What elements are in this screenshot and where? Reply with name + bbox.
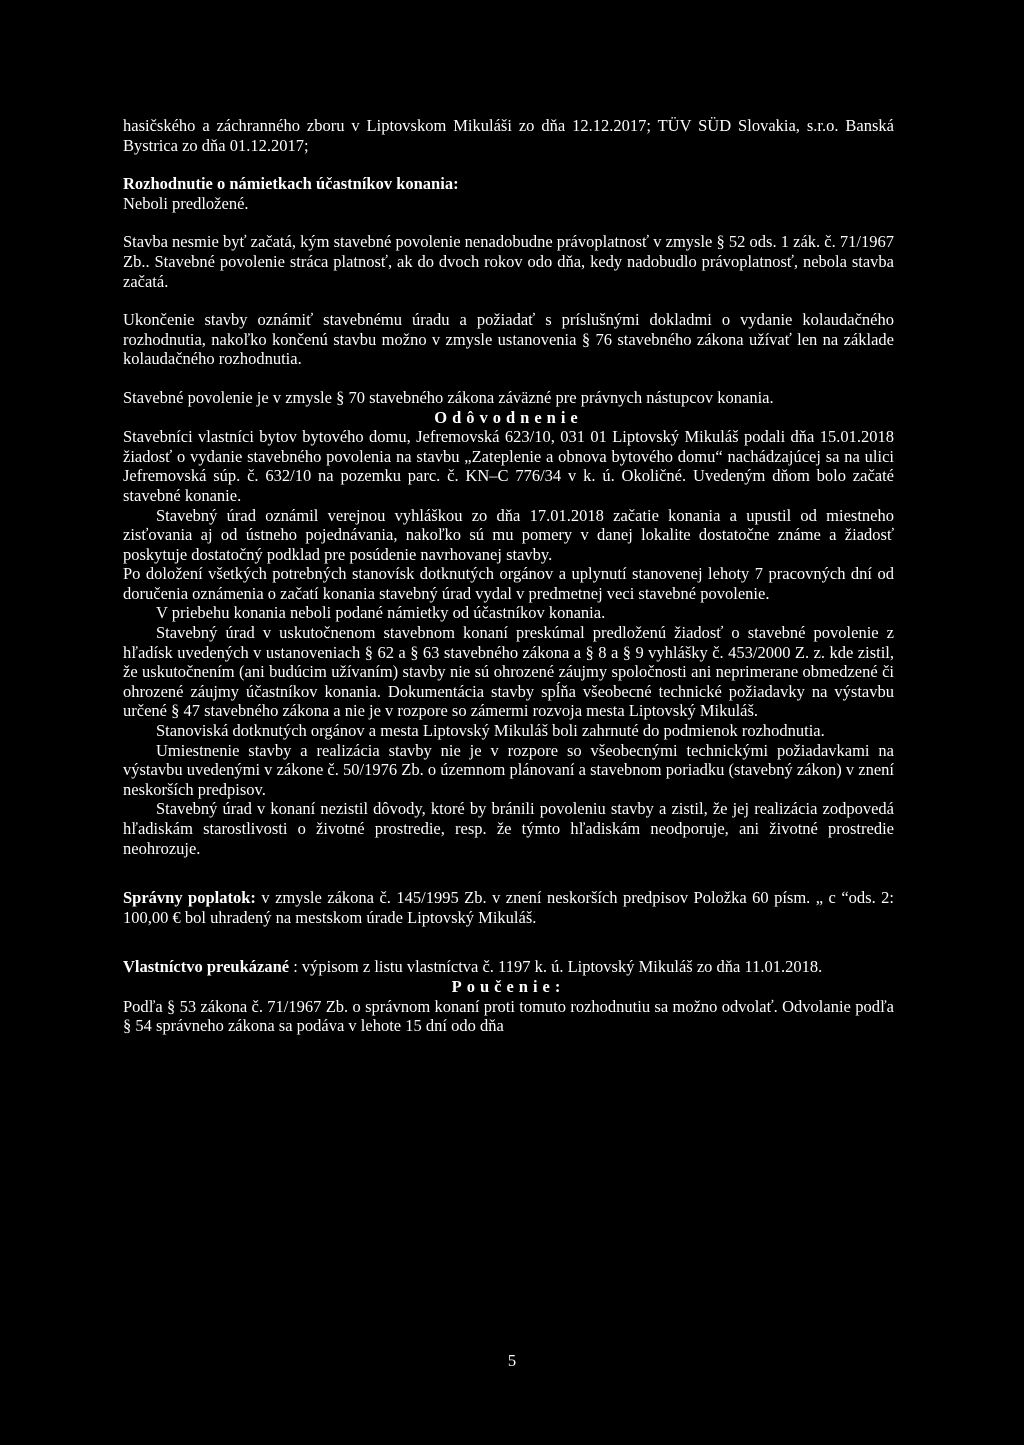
binding-paragraph: Stavebné povolenie je v zmysle § 70 stavebného zákona záväzné pre právnych nástupcov konania. [123,387,774,407]
ownership-label: Vlastníctvo preukázané [123,957,290,977]
ownership-text: : výpisom z listu vlastníctva č. 1197 k. ú. Liptovský Mikuláš zo dňa 11.01.2018. [289,957,823,977]
fee-text: v zmysle zákona č. 145/1995 Zb. v znení neskorších predpisov Položka 60 písm. „ c “ods. 2: 100,00 € bol uhradený na mestskom úrade Liptovský Mikuláš. [123,888,894,927]
document-page [123,116,894,1036]
fee-paragraph [123,888,894,927]
justification-heading: Odôvodnenie [434,407,583,427]
objections-heading: Rozhodnutie o námietkach účastníkov konania: [123,174,459,194]
justification-paragraph-1: Stavebníci vlastníci bytov bytového domu, Jefremovská 623/10, 031 01 Liptovský Mikuláš podali dňa 15.01.2018 žiadosť o vydanie stavebného povolenia na stavbu „Zateplenie a obnova bytového domu“ nachádzajúcej sa na ulici Jefremovská súp. č. 632/10 na pozemku parc. č. KN–C 776/34 v k. ú. Okoličné. Uvedeným dňom bolo začaté stavebné konanie. [123,427,894,505]
fee-label: Správny poplatok: [123,888,256,908]
start-condition-paragraph: Stavba nesmie byť začatá, kým stavebné povolenie nenadobudne právoplatnosť v zmysle § 52 ods. 1 zák. č. 71/1967 Zb.. Stavebné povolenie stráca platnosť, ak do dvoch rokov odo dňa, kedy nadobudlo právoplatnosť, nebola stavba začatá. [123,232,894,291]
justification-paragraph-3: Po doložení všetkých potrebných stanovísk dotknutých orgánov a uplynutí stanovenej lehoty 7 pracovných dní od doručenia oznámenia o začatí konania stavebný úrad vydal v predmetnej veci stavebné povolenie. [123,564,894,603]
instruction-heading: Poučenie: [451,976,566,996]
justification-paragraph-5: Stavebný úrad v uskutočnenom stavebnom konaní preskúmal predloženú žiadosť o stavebné povolenie z hľadísk uvedených v ustanoveniach § 62 a § 63 stavebného zákona a § 8 a § 9 vyhlášky č. 453/2000 Z. z. kde zistil, že uskutočnením (ani budúcim užívaním) stavby nie sú ohrozené záujmy spoločnosti ani neprimerane obmedzené či ohrozené záujmy účastníkov konania. Dokumentácia stavby spĺňa všeobecné technické požiadavky na výstavbu určené § 47 stavebného zákona a nie je v rozpore so zámermi rozvoja mesta Liptovský Mikuláš. [123,623,894,721]
intro-paragraph: hasičského a záchranného zboru v Liptovskom Mikuláši zo dňa 12.12.2017; TÜV SÜD Slovakia, s.r.o. Banská Bystrica zo dňa 01.12.2017; [123,116,894,155]
justification-paragraph-2: Stavebný úrad oznámil verejnou vyhláškou zo dňa 17.01.2018 začatie konania a upustil od miestneho zisťovania aj od ústneho pojednávania, nakoľko sú mu pomery v danej lokalite dostatočne známe a žiadosť poskytuje dostatočný podklad pre posúdenie navrhovanej stavby. [123,505,894,564]
justification-paragraph-7: Umiestnenie stavby a realizácia stavby nie je v rozpore so všeobecnými technickými požiadavkami na výstavbu uvedenými v zákone č. 50/1976 Zb. o územnom plánovaní a stavebnom poriadku (stavebný zákon) v znení neskorších predpisov. [123,740,894,799]
justification-paragraph-6: Stanoviská dotknutých orgánov a mesta Liptovský Mikuláš boli zahrnuté do podmienok rozhodnutia. [156,721,825,741]
ownership-paragraph [123,957,894,977]
completion-paragraph: Ukončenie stavby oznámiť stavebnému úradu a požiadať s príslušnými dokladmi o vydanie kolaudačného rozhodnutia, nakoľko končenú stavbu možno v zmysle ustanovenia § 76 stavebného zákona užívať len na základe kolaudačného rozhodnutia. [123,310,894,369]
justification-paragraph-8: Stavebný úrad v konaní nezistil dôvody, ktoré by bránili povoleniu stavby a zistil, že jej realizácia zodpovedá hľadiskám starostlivosti o životné prostredie, resp. že týmto hľadiskám neodporuje, ani životné prostredie neohrozuje. [123,799,894,858]
page-number: 5 [507,1351,517,1370]
objections-text: Neboli predložené. [123,193,249,213]
instruction-paragraph: Podľa § 53 zákona č. 71/1967 Zb. o správnom konaní proti tomuto rozhodnutiu sa možno odvolať. Odvolanie podľa § 54 správneho zákona sa podáva v lehote 15 dní odo dňa [123,996,894,1036]
justification-paragraph-4: V priebehu konania neboli podané námietky od účastníkov konania. [156,603,606,623]
